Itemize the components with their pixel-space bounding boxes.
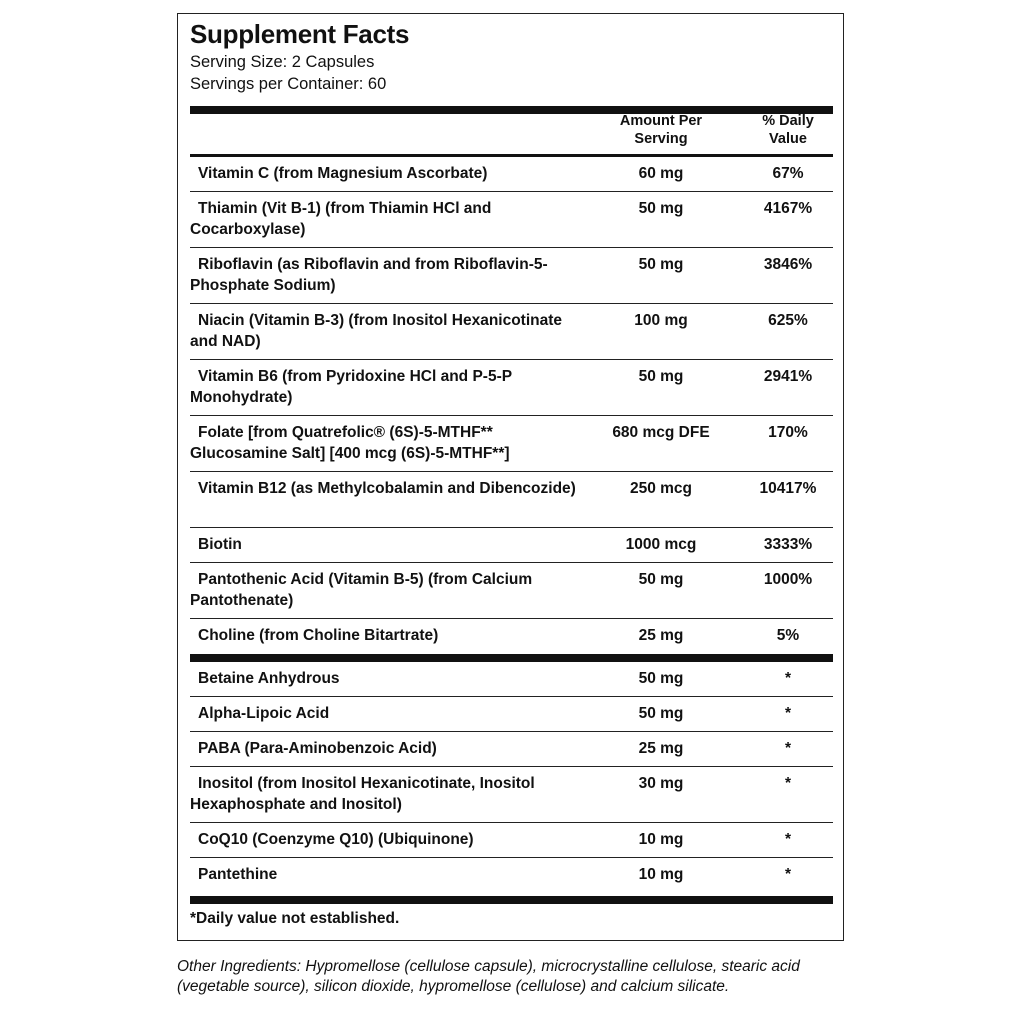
nutrient-name: Pantethine xyxy=(198,866,278,883)
table-row xyxy=(190,304,833,360)
nutrient-daily-value: * xyxy=(784,705,792,722)
nutrient-daily-value: 5% xyxy=(776,627,800,644)
nutrient-amount: 25 mg xyxy=(638,740,684,757)
nutrient-daily-value: 625% xyxy=(768,312,808,329)
section-divider xyxy=(190,654,833,662)
nutrient-daily-value: 67% xyxy=(772,165,804,182)
nutrient-daily-value: 3333% xyxy=(763,536,813,553)
nutrient-name: Vitamin C (from Magnesium Ascorbate) xyxy=(198,165,488,182)
nutrient-daily-value: * xyxy=(784,670,792,687)
nutrient-table xyxy=(190,157,833,893)
nutrient-daily-value: * xyxy=(784,775,792,792)
nutrient-name: Riboflavin (as Riboflavin and from Riboflavin-5-Phosphate Sodium) xyxy=(190,256,548,294)
nutrient-amount: 60 mg xyxy=(638,165,684,182)
nutrient-amount: 10 mg xyxy=(638,831,684,848)
nutrient-name: Pantothenic Acid (Vitamin B-5) (from Calcium Pantothenate) xyxy=(190,571,533,609)
table-row xyxy=(190,528,833,563)
nutrient-daily-value: 170% xyxy=(768,424,808,441)
nutrient-daily-value: * xyxy=(784,866,792,883)
nutrient-name: PABA (Para-Aminobenzoic Acid) xyxy=(198,740,437,757)
table-row xyxy=(190,563,833,619)
nutrient-amount: 680 mcg DFE xyxy=(612,424,710,441)
nutrient-daily-value: 3846% xyxy=(763,256,813,273)
nutrient-daily-value: 1000% xyxy=(763,571,813,588)
table-row xyxy=(190,767,833,823)
nutrient-name: Vitamin B12 (as Methylcobalamin and Dibencozide) xyxy=(198,480,576,497)
panel-title: Supplement Facts xyxy=(190,19,410,49)
nutrient-amount: 50 mg xyxy=(638,670,684,687)
nutrient-name: CoQ10 (Coenzyme Q10) (Ubiquinone) xyxy=(198,831,474,848)
table-row xyxy=(190,662,833,697)
nutrient-amount: 100 mg xyxy=(634,312,688,329)
nutrient-name: Choline (from Choline Bitartrate) xyxy=(198,627,439,644)
nutrient-name: Inositol (from Inositol Hexanicotinate, Inositol Hexaphosphate and Inositol) xyxy=(190,775,535,813)
nutrient-daily-value: 10417% xyxy=(759,480,817,497)
nutrient-name: Folate [from Quatrefolic® (6S)-5-MTHF** Glucosamine Salt] [400 mcg (6S)-5-MTHF**] xyxy=(190,424,510,462)
nutrient-amount: 50 mg xyxy=(638,705,684,722)
nutrient-amount: 50 mg xyxy=(638,368,684,385)
nutrient-amount: 30 mg xyxy=(638,775,684,792)
servings-per-container: Servings per Container: 60 xyxy=(190,75,387,93)
table-row xyxy=(190,823,833,858)
table-row xyxy=(190,472,833,528)
supplement-facts-panel xyxy=(177,13,844,941)
bottom-divider xyxy=(190,896,833,904)
nutrient-amount: 50 mg xyxy=(638,256,684,273)
table-row xyxy=(190,858,833,893)
nutrient-name: Betaine Anhydrous xyxy=(198,670,340,687)
nutrient-daily-value: 2941% xyxy=(763,368,813,385)
serving-size: Serving Size: 2 Capsules xyxy=(190,53,375,71)
nutrient-amount: 25 mg xyxy=(638,627,684,644)
header-amount-per-serving: Amount Per Serving xyxy=(619,113,703,147)
nutrient-name: Alpha-Lipoic Acid xyxy=(198,705,330,722)
nutrient-daily-value: 4167% xyxy=(763,200,813,217)
nutrient-name: Biotin xyxy=(198,536,242,553)
nutrient-amount: 10 mg xyxy=(638,866,684,883)
table-row xyxy=(190,192,833,248)
top-divider xyxy=(190,106,833,114)
table-row xyxy=(190,248,833,304)
nutrient-name: Thiamin (Vit B-1) (from Thiamin HCl and Cocarboxylase) xyxy=(190,200,492,238)
nutrient-daily-value: * xyxy=(784,831,792,848)
table-row xyxy=(190,697,833,732)
nutrient-daily-value: * xyxy=(784,740,792,757)
nutrient-amount: 50 mg xyxy=(638,200,684,217)
table-row xyxy=(190,732,833,767)
table-row xyxy=(190,157,833,192)
footnote: *Daily value not established. xyxy=(190,910,400,927)
table-row xyxy=(190,619,833,654)
nutrient-amount: 250 mcg xyxy=(629,480,693,497)
nutrient-name: Vitamin B6 (from Pyridoxine HCl and P-5-P Monohydrate) xyxy=(190,368,512,406)
table-row xyxy=(190,360,833,416)
nutrient-amount: 1000 mcg xyxy=(625,536,697,553)
nutrient-name: Niacin (Vitamin B-3) (from Inositol Hexanicotinate and NAD) xyxy=(190,312,563,350)
nutrient-amount: 50 mg xyxy=(638,571,684,588)
other-ingredients: Other Ingredients: Hypromellose (cellulose capsule), microcrystalline cellulose, stearic acid (vegetable source), silicon dioxide, hypromellose (cellulose) and calcium silicate. xyxy=(177,958,800,995)
header-daily-value: % Daily Value xyxy=(762,113,814,147)
table-row xyxy=(190,416,833,472)
